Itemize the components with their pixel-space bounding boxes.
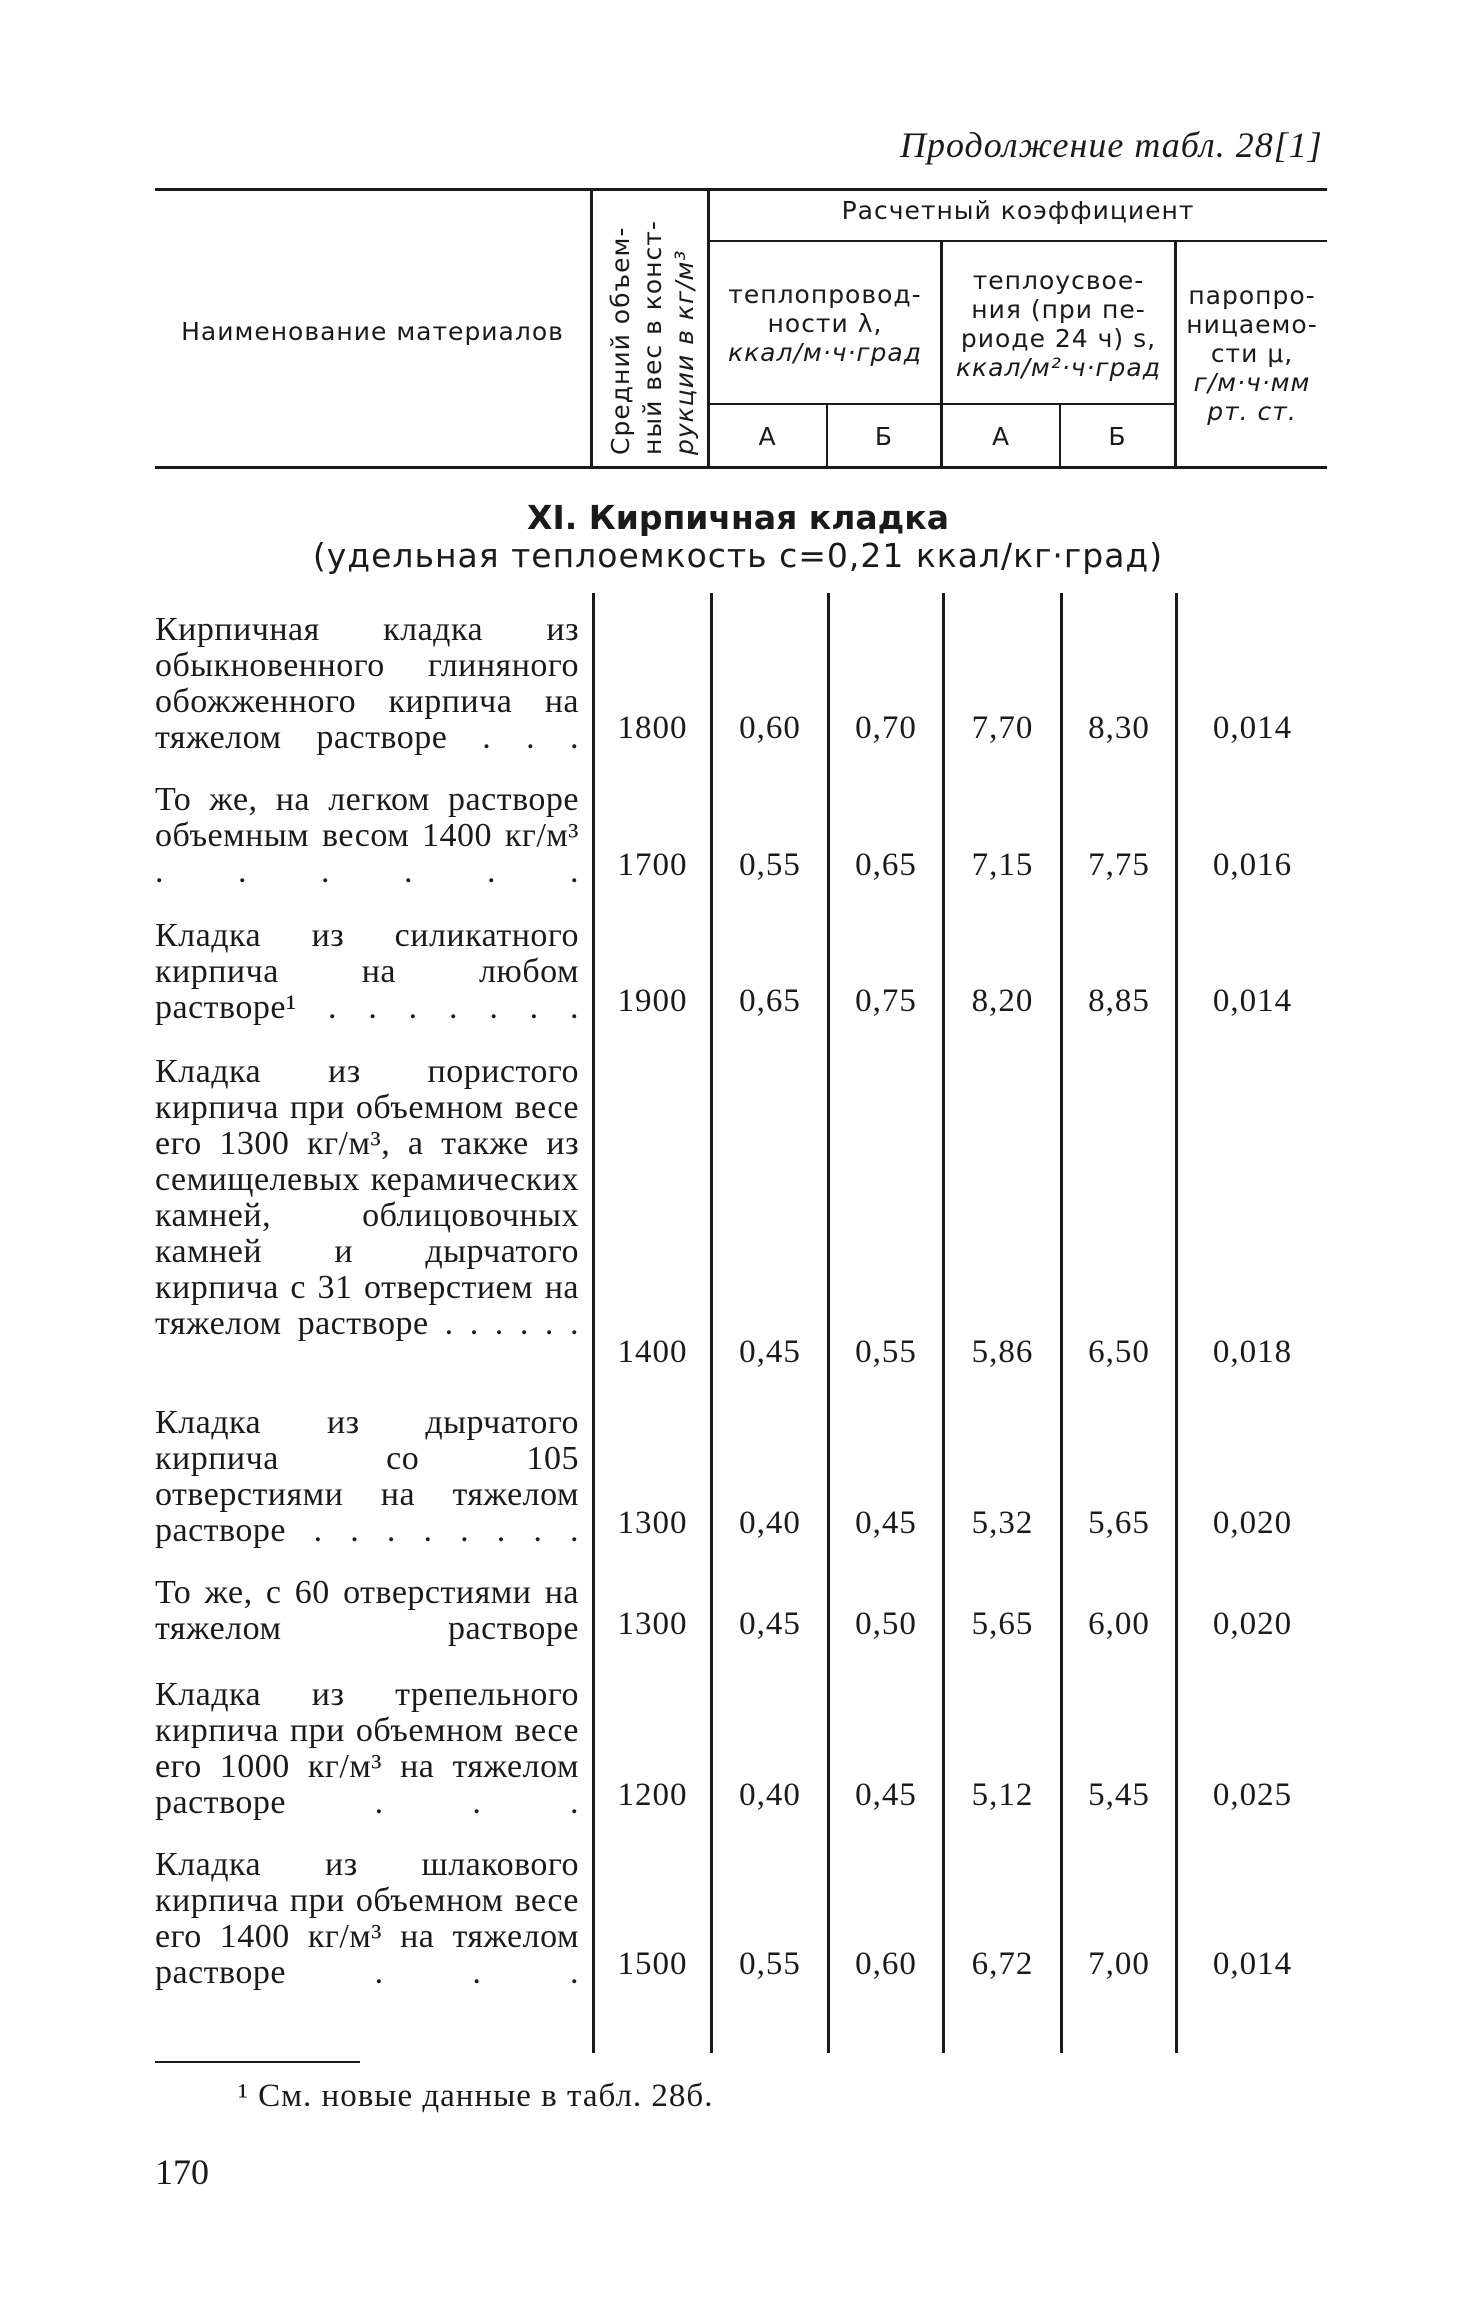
- body-divider-6: [1175, 593, 1178, 2053]
- row-6-density: 1300: [617, 1606, 688, 1642]
- table-row-name-6: То же, с 60 отверстиями на тяжелом растворе: [155, 1574, 579, 1647]
- footnote: ¹ См. новые данные в табл. 28б.: [238, 2078, 714, 2114]
- header-bottom-rule: [155, 466, 1327, 469]
- table-row-name-4: Кладка из пористого кирпича при объемном весе его 1300 кг/м³, а также из семищелевых керамических камней, облицовочных камней и дырчатого кирпича с 31 отверстием на тяжелом растворе . . . . . .: [155, 1053, 579, 1342]
- header-vapor-line-5: рт. ст.: [1207, 397, 1297, 426]
- body-divider-5: [1060, 593, 1063, 2053]
- header-vapor-line-4: г/м·ч·мм: [1193, 368, 1311, 397]
- header-conductivity: [709, 280, 941, 367]
- header-absorption-line-1: теплоусвое-: [972, 266, 1145, 295]
- row-8-mu: 0,014: [1212, 1946, 1293, 1982]
- row-1-s-b: 8,30: [1088, 710, 1150, 746]
- row-4-lambda-a: 0,45: [739, 1334, 801, 1370]
- row-2-s-b: 7,75: [1088, 847, 1150, 883]
- header-vapor-line-2: ницаемо-: [1186, 310, 1318, 339]
- row-5-s-a: 5,32: [971, 1505, 1034, 1541]
- row-5-lambda-b: 0,45: [855, 1505, 917, 1541]
- row-2-lambda-b: 0,65: [855, 847, 917, 883]
- header-density: [605, 220, 701, 455]
- row-5-mu: 0,020: [1212, 1505, 1293, 1541]
- row-4-s-a: 5,86: [971, 1334, 1034, 1370]
- header-vapor-permeability: [1177, 281, 1327, 426]
- row-6-lambda-b: 0,50: [855, 1606, 917, 1642]
- table-row-name-1: Кирпичная кладка из обыкновенного глиняного обожженного кирпича на тяжелом растворе . . .: [155, 611, 579, 756]
- row-7-lambda-b: 0,45: [855, 1777, 917, 1813]
- row-4-density: 1400: [617, 1334, 688, 1370]
- row-4-s-b: 6,50: [1088, 1334, 1150, 1370]
- row-1-density: 1800: [617, 710, 688, 746]
- row-2-lambda-a: 0,55: [739, 847, 801, 883]
- row-5-s-b: 5,65: [1088, 1505, 1150, 1541]
- group-rule: [709, 240, 1327, 242]
- row-3-lambda-b: 0,75: [855, 983, 917, 1019]
- header-divider-1: [590, 191, 593, 466]
- header-sub-b-1: Б: [874, 422, 894, 451]
- table-row-name-5: Кладка из дырчатого кирпича со 105 отверстиями на тяжелом растворе . . . . . . . .: [155, 1404, 579, 1549]
- row-6-s-b: 6,00: [1088, 1606, 1150, 1642]
- section-title: XI. Кирпичная кладка: [527, 498, 949, 537]
- table-row-name-7: Кладка из трепельного кирпича при объемном весе его 1000 кг/м³ на тяжелом растворе . . .: [155, 1676, 579, 1821]
- table-continuation-caption: Продолжение табл. 28[1]: [900, 125, 1323, 165]
- row-6-lambda-a: 0,45: [739, 1606, 801, 1642]
- header-sub-a-1: А: [758, 422, 777, 451]
- row-1-mu: 0,014: [1212, 710, 1293, 746]
- row-3-mu: 0,014: [1212, 983, 1293, 1019]
- row-6-mu: 0,020: [1212, 1606, 1293, 1642]
- header-density-line-1: Средний объем-: [606, 226, 635, 455]
- row-8-density: 1500: [617, 1946, 688, 1982]
- row-4-lambda-b: 0,55: [855, 1334, 917, 1370]
- row-1-lambda-b: 0,70: [855, 710, 917, 746]
- row-3-density: 1900: [617, 983, 688, 1019]
- header-vapor-line-1: паропро-: [1188, 281, 1316, 310]
- header-density-line-2: ный вес в конст-: [638, 220, 667, 455]
- body-divider-3: [827, 593, 830, 2053]
- header-top-rule: [155, 188, 1327, 191]
- body-divider-2: [710, 593, 713, 2053]
- header-vapor-line-3: сти μ,: [1210, 339, 1294, 368]
- row-1-lambda-a: 0,60: [739, 710, 801, 746]
- header-conductivity-line-2: ности λ,: [767, 309, 883, 338]
- row-2-mu: 0,016: [1212, 847, 1293, 883]
- section-subtitle: (удельная теплоемкость c=0,21 ккал/кг·град): [312, 536, 1164, 575]
- row-1-s-a: 7,70: [971, 710, 1034, 746]
- table-row-name-2: То же, на легком растворе объемным весом 1400 кг/м³ . . . . . .: [155, 781, 579, 890]
- row-4-mu: 0,018: [1212, 1334, 1293, 1370]
- row-5-lambda-a: 0,40: [739, 1505, 801, 1541]
- row-3-s-a: 8,20: [971, 983, 1034, 1019]
- row-3-s-b: 8,85: [1088, 983, 1150, 1019]
- row-8-s-b: 7,00: [1088, 1946, 1150, 1982]
- row-3-lambda-a: 0,65: [739, 983, 801, 1019]
- row-2-density: 1700: [617, 847, 688, 883]
- row-2-s-a: 7,15: [971, 847, 1034, 883]
- row-8-lambda-b: 0,60: [855, 1946, 917, 1982]
- row-7-s-b: 5,45: [1088, 1777, 1150, 1813]
- header-absorption-line-4: ккал/м²·ч·град: [955, 353, 1162, 382]
- header-group: Расчетный коэффициент: [841, 196, 1195, 225]
- footnote-rule: [155, 2061, 360, 2063]
- row-8-lambda-a: 0,55: [739, 1946, 801, 1982]
- header-sub-a-2: А: [991, 422, 1011, 451]
- body-divider-4: [942, 593, 945, 2053]
- body-divider-1: [592, 593, 595, 2053]
- header-conductivity-line-3: ккал/м·ч·град: [727, 338, 923, 367]
- table-row-name-8: Кладка из шлакового кирпича при объемном весе его 1400 кг/м³ на тяжелом растворе . . .: [155, 1846, 579, 1991]
- header-density-line-3: рукции в кг/м³: [670, 249, 699, 455]
- header-absorption-line-3: риоде 24 ч) s,: [960, 324, 1157, 353]
- row-7-lambda-a: 0,40: [739, 1777, 801, 1813]
- header-conductivity-line-1: теплопровод-: [728, 280, 922, 309]
- row-8-s-a: 6,72: [971, 1946, 1034, 1982]
- table-row-name-3: Кладка из силикатного кирпича на любом растворе¹ . . . . . . .: [155, 917, 579, 1026]
- row-6-s-a: 5,65: [971, 1606, 1034, 1642]
- row-5-density: 1300: [617, 1505, 688, 1541]
- header-sub-b-2: Б: [1108, 422, 1127, 451]
- header-material-name: Наименование материалов: [181, 317, 564, 346]
- row-7-mu: 0,025: [1212, 1777, 1293, 1813]
- header-absorption-line-2: ния (при пе-: [971, 295, 1146, 324]
- page-number: 170: [155, 2152, 209, 2192]
- row-7-density: 1200: [617, 1777, 688, 1813]
- header-heat-absorption: [943, 266, 1174, 382]
- row-7-s-a: 5,12: [971, 1777, 1034, 1813]
